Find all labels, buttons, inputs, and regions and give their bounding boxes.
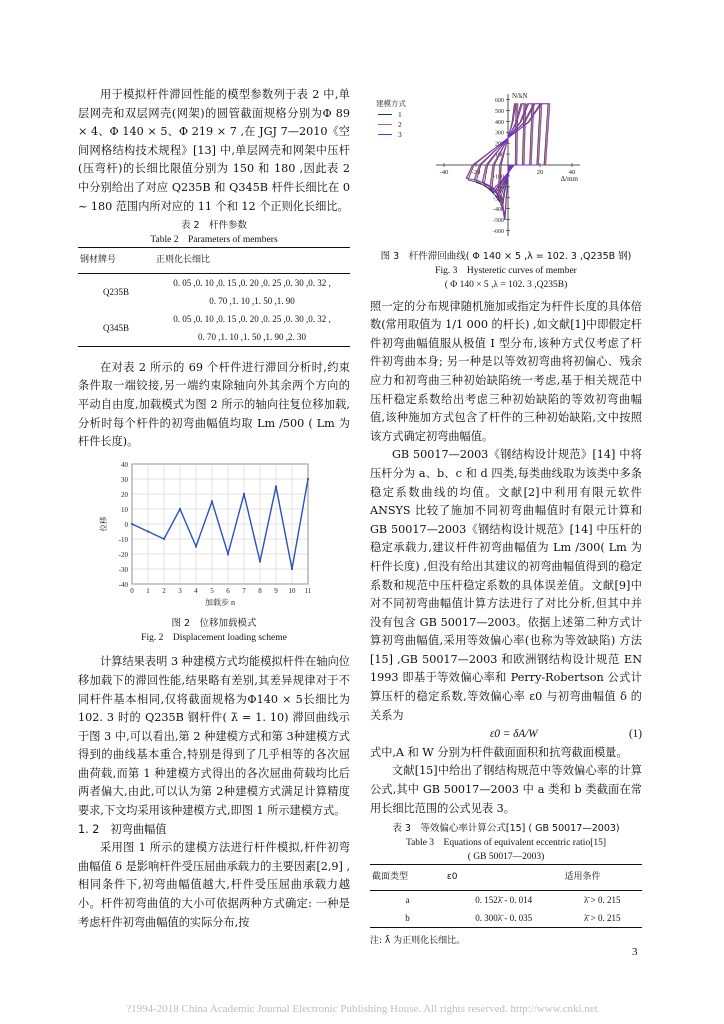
legend-label: 3	[398, 130, 402, 139]
y-tick-label: -100	[493, 174, 504, 181]
legend-label: 2	[398, 120, 402, 129]
y-tick-label: 200	[495, 141, 504, 148]
y-tick-label: -500	[493, 218, 504, 225]
y-tick-label: -200	[493, 185, 504, 192]
data-point	[243, 493, 245, 495]
y-tick-label: -600	[493, 229, 504, 236]
table-2-steel: Q235B	[102, 286, 129, 297]
table-3-formula: 0. 152λ̄ - 0. 014	[475, 894, 533, 905]
figure-3-caption-en-2: ( Φ 140 × 5 ,λ = 102. 3 ,Q235B)	[444, 279, 568, 290]
data-point	[195, 545, 197, 547]
y-tick-label: 500	[495, 108, 504, 115]
right-paragraph-4: 文献[15]中给出了钢结构规范中等效偏心率的计算公式,其中 GB 50017—2003 中 a 类和 b 类截面在常用长细比范围的公式见表 3。	[370, 764, 642, 815]
equation-number: (1)	[628, 728, 642, 741]
x-axis-label: Δ/mm	[560, 175, 578, 183]
x-tick-label: 9	[274, 586, 278, 595]
x-tick-label: 10	[288, 586, 296, 595]
table-2-grid	[78, 247, 350, 347]
left-paragraph-2: 在对表 2 所示的 69 个杆件进行滞回分析时,约束条件取一端铰接,另一端约束除轴向外其余两个方向的平动自由度,加载模式为图 2 所示的轴向往复位移加载,分析时每个杆件的初弯曲幅值均取 Lm /500 ( Lm 为杆件长度)。	[78, 360, 350, 449]
table-3-cond: λ̄ > 0. 215	[563, 909, 642, 928]
table-2-caption-en: Table 2 Parameters of members	[150, 235, 278, 246]
data-point	[275, 485, 277, 487]
data-point	[259, 560, 261, 562]
data-point	[227, 553, 229, 555]
x-tick-label: 3	[178, 586, 182, 595]
data-point	[179, 508, 181, 510]
x-tick-label: 11	[304, 586, 312, 595]
figure-2-caption-cn: 图 2 位移加载模式	[171, 618, 257, 630]
table-row	[370, 890, 642, 909]
table-3-caption-cn: 表 3 等效偏心率计算公式[15] ( GB 50017—2003)	[392, 823, 620, 835]
y-tick-label: -400	[493, 207, 504, 214]
table-3-caption-en-2: ( GB 50017—2003)	[467, 852, 545, 863]
table-2-values: 0. 70 ,1. 10 ,1. 50 ,1. 90	[209, 295, 295, 306]
table-2-caption-cn: 表 2 杆件参数	[180, 220, 248, 232]
x-tick-label: -40	[439, 169, 449, 176]
right-paragraph-3: 式中,A 和 W 分别为杆件截面面积和抗弯截面模量。	[370, 745, 628, 759]
right-paragraph-1: 照一定的分布规律随机施加或指定为杆件长度的具体倍数(常用取值为 1/1 000 的杆长) ,如文献[1]中即假定杆件初弯曲幅值服从极值 I 型分布,该种方式仅考虑了杆件初弯曲本身; 另一种是以等效初弯曲将初偏心、残余应力和初弯曲三种初始缺陷统一考虑,基于相关规范中压杆稳定系数给出考虑三种初始缺陷的等效初弯曲幅值,该种施加方式包含了杆件的三种初始缺陷,文中按照该方式确定初弯曲幅值。	[370, 299, 642, 443]
data-point	[131, 523, 133, 525]
table-row	[78, 310, 350, 328]
table-3-header-type: 截面类型	[370, 865, 445, 891]
y-tick-label: 300	[495, 130, 504, 137]
data-point	[307, 478, 309, 480]
left-column	[78, 86, 350, 932]
table-3-formula: 0. 300λ̄ - 0. 035	[445, 909, 563, 928]
x-axis-label: 加载步 n	[205, 597, 235, 607]
x-tick-label: -20	[471, 169, 481, 176]
table-2	[78, 218, 350, 347]
x-tick-label: 8	[258, 586, 262, 595]
y-tick-label: 30	[121, 475, 128, 484]
data-point	[147, 530, 149, 532]
figure-3-chart	[370, 86, 642, 242]
section-heading: 1. 2 初弯曲幅值	[78, 822, 167, 836]
x-tick-label: 2	[162, 586, 166, 595]
y-tick-label: -30	[118, 565, 128, 574]
x-tick-label: 40	[568, 169, 576, 176]
figure-3	[370, 86, 642, 292]
x-tick-label: 0	[130, 586, 134, 595]
equation-body: ε0 = δA/W	[490, 728, 538, 741]
y-tick-label: 600	[495, 97, 504, 104]
x-tick-label: 20	[536, 169, 544, 176]
table-3-grid	[370, 864, 642, 928]
table-3-header-eps: ε0	[445, 865, 563, 891]
y-tick-label: -300	[493, 196, 504, 203]
table-2-values: 0. 70 ,1. 10 ,1. 50 ,1. 90 ,2. 30	[154, 328, 350, 347]
page-number: 3	[632, 946, 638, 958]
x-tick-label: 5	[210, 586, 214, 595]
equation-1	[370, 725, 642, 744]
data-point	[211, 500, 213, 502]
table-row	[78, 273, 350, 292]
y-tick-label: 0	[124, 520, 128, 529]
figure-3-caption-cn: 图 3 杆件滞回曲线( Φ 140 × 5 ,λ = 102. 3 ,Q235B 钢)	[380, 250, 632, 262]
y-tick-label: 40	[121, 460, 128, 469]
table-3-caption-en: Table 3 Equations of equivalent eccentric ratio[15]	[405, 838, 607, 849]
right-column	[370, 86, 642, 950]
right-paragraph-2: GB 50017—2003《钢结构设计规范》[14] 中将压杆分为 a、b、c 和 d 四类,每类曲线取为该类中多条稳定系数曲线的均值。文献[2]中利用有限元软件 ANSYS 比较了施加不同初弯曲幅值时有限元计算和 GB 50017—2003《钢结构设计规范》[14] 中压杆的稳定承载力,建议杆件初弯曲幅值为 Lm /300( Lm 为杆件长度) ,但没有给出其建议的初弯曲幅值得到的稳定系数和规范中压杆稳定系数的具体误差值。文献[9]中对不同初弯曲幅值计算方法进行了对比分析,但其中并没有包含 GB 50017—2003。依据上述第二种方式计算初弯曲幅值,采用等效偏心率(也称为等效缺陷) 方法[15] ,GB 50017—2003 和欧洲钢结构设计规范 EN 1993 即基于等效偏心率和 Perry-Robertson 公式计算压杆的稳定系数,等效偏心率 ε0 与初弯曲幅值 δ 的关系为	[370, 448, 642, 722]
left-paragraph-1: 用于模拟杆件滞回性能的模型参数列于表 2 中,单层网壳和双层网壳(网架)的圆管截面规格分别为Φ 89 × 4、Φ 140 × 5、Φ 219 × 7 ,在 JGJ 7—2010《空间网格结构技术规程》[13] 中,单层网壳和网架中压杆(压弯杆)的长细比限值分别为 150 和 180 ,因此表 2 中分别给出了对应 Q235B 和 Q345B 杆件长细比在 0 ~ 180 范围内所对应的 11 个和 12 个正则化长细比。	[78, 88, 350, 213]
table-2-values: 0. 05 ,0. 10 ,0. 15 ,0. 20 ,0. 25 ,0. 30 ,0. 32 ,	[173, 313, 331, 324]
table-row	[370, 909, 642, 928]
x-tick-label: 6	[226, 586, 230, 595]
y-axis-label: 位移	[99, 516, 108, 532]
y-tick-label: 100	[495, 152, 504, 159]
x-tick-label: 4	[194, 586, 198, 595]
table-2-steel: Q345B	[78, 310, 154, 347]
table-2-values: 0. 05 ,0. 10 ,0. 15 ,0. 20 ,0. 25 ,0. 30 ,0. 32 ,	[173, 277, 331, 288]
table-3-cond: λ̄ > 0. 215	[584, 894, 621, 905]
y-tick-label: -40	[118, 580, 128, 589]
x-tick-label: 7	[242, 586, 246, 595]
table-3-header-cond: 适用条件	[563, 865, 642, 891]
y-tick-label: 400	[495, 119, 504, 126]
y-tick-label: -10	[118, 535, 128, 544]
x-tick-label: 1	[146, 586, 150, 595]
table-2-header-steel: 钢材牌号	[78, 248, 154, 274]
figure-3-caption-en: Fig. 3 Hysteretic curves of member	[435, 265, 577, 276]
footer-copyright: ?1994-2018 China Academic Journal Electronic Publishing House. All rights reserved. http://www.cnki.net	[126, 1003, 598, 1015]
data-point	[291, 568, 293, 570]
figure-2-chart	[78, 456, 350, 610]
left-paragraph-4: 采用图 1 所示的建模方法进行杆件模拟,杆件初弯曲幅值 δ 是影响杆件受压屈曲承载力的主要因素[2,9] ,相同条件下,初弯曲幅值越大,杆件受压屈曲承载力越小。杆件初弯曲值的大小可依据两种方式确定: 一种是考虑杆件初弯曲幅值的实际分布,按	[78, 841, 350, 929]
data-point	[163, 538, 165, 540]
table-3-type: a	[405, 894, 410, 905]
legend-label: 1	[398, 110, 402, 119]
y-axis-label: N/kN	[512, 92, 528, 100]
figure-2	[78, 456, 350, 646]
table-3	[370, 821, 642, 950]
legend-title: 建模方式	[376, 99, 406, 108]
table-2-header-slenderness: 正则化长细比	[154, 248, 350, 274]
figure-2-caption-en: Fig. 2 Displacement loading scheme	[141, 633, 287, 644]
table-3-type: b	[370, 909, 445, 928]
table-3-note: 注: λ̄ 为正则化长细比。	[370, 935, 466, 946]
y-tick-label: -20	[118, 550, 128, 559]
y-tick-label: 10	[121, 505, 128, 514]
y-tick-label: 20	[121, 490, 128, 499]
left-paragraph-3: 计算结果表明 3 种建模方式均能模拟杆件在轴向位移加载下的滞回性能,结果略有差别,其差异规律对于不同杆件基本相同,仅将截面规格为Φ140 × 5长细比为 102. 3 时的 Q235B 钢杆件( λ̄ = 1. 10) 滞回曲线示于图 3 中,可以看出,第 2 种建模方式和第 3种建模方式得到的曲线基本重合,特别是得到了几乎相等的各次屈曲荷载,而第 1 种建模方式得出的各次屈曲荷载均比后两者偏大,由此,可以认为第 2种建模方式满足计算精度要求,下文均采用该种建模方式,即图 1 所示建模方式。	[78, 655, 350, 818]
